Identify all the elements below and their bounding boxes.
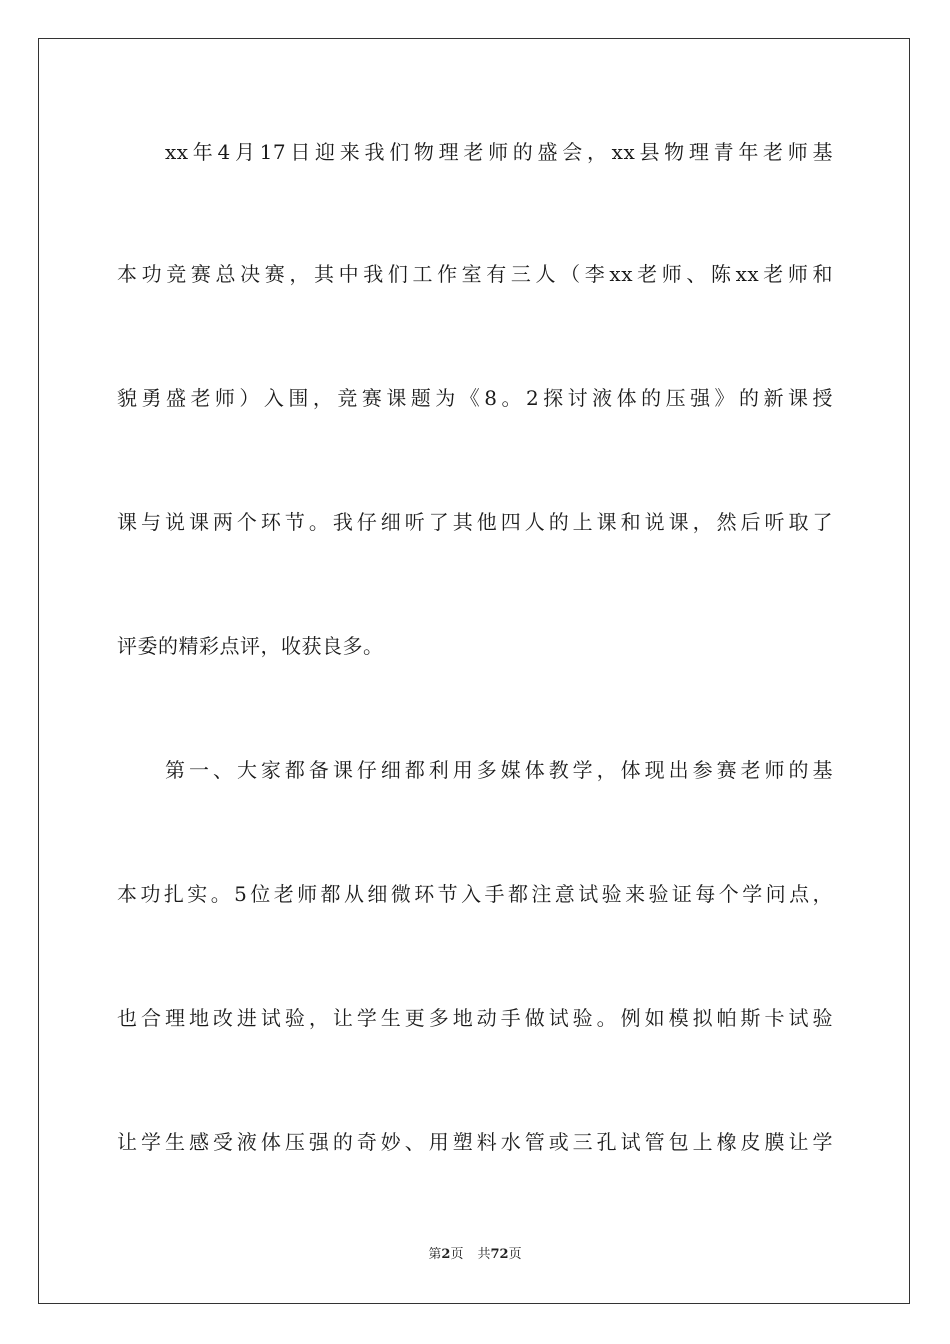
page-suffix: 页: [450, 1247, 464, 1262]
paragraph-2-line-3: 也合理地改进试验，让学生更多地动手做试验。例如模拟帕斯卡试验: [117, 1006, 833, 1030]
paragraph-1-line-2: 本功竞赛总决赛，其中我们工作室有三人（李xx老师、陈xx老师和: [117, 262, 833, 286]
total-suffix: 页: [508, 1247, 522, 1262]
paragraph-1-line-1: xx年4月17日迎来我们物理老师的盛会，xx县物理青年老师基: [165, 140, 833, 164]
page-prefix: 第: [428, 1247, 442, 1262]
page-footer: [0, 1246, 950, 1264]
paragraph-2-line-1: 第一、大家都备课仔细都利用多媒体教学，体现出参赛老师的基: [165, 758, 833, 782]
total-prefix: 共: [477, 1247, 491, 1262]
page-border: [38, 38, 910, 1304]
paragraph-2-line-4: 让学生感受液体压强的奇妙、用塑料水管或三孔试管包上橡皮膜让学: [117, 1130, 833, 1154]
paragraph-1-line-3: 貌勇盛老师）入围，竞赛课题为《8。2探讨液体的压强》的新课授: [117, 386, 833, 410]
page-number: 2: [441, 1247, 451, 1262]
paragraph-1-line-5: 评委的精彩点评，收获良多。: [117, 634, 384, 658]
paragraph-1-line-4: 课与说课两个环节。我仔细听了其他四人的上课和说课，然后听取了: [117, 510, 833, 534]
total-pages: 72: [490, 1247, 509, 1262]
paragraph-2-line-2: 本功扎实。5位老师都从细微环节入手都注意试验来验证每个学问点，: [117, 882, 833, 906]
